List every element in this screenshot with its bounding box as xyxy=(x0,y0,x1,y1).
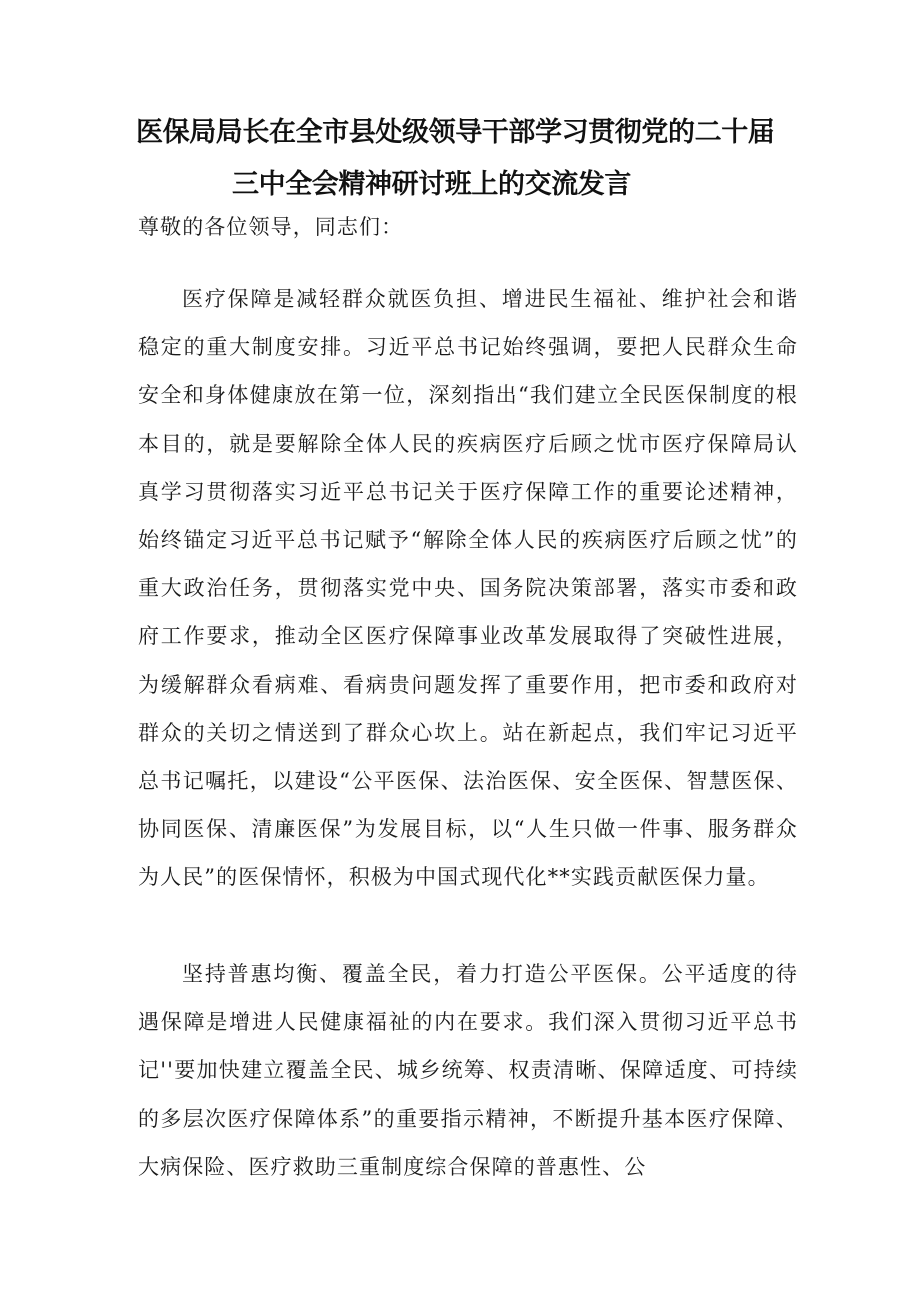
paragraph-intro: 医疗保障是减轻群众就医负担、增进民生福祉、维护社会和谐稳定的重大制度安排。习近平总书记始终强调，要把人民群众生命安全和身体健康放在第一位，深刻指出“我们建立全民医保制度的根本目的，就是要解除全体人民的疾病医疗后顾之忧市医疗保障局认真学习贯彻落实习近平总书记关于医疗保障工作的重要论述精神，始终锚定习近平总书记赋予“解除全体人民的疾病医疗后顾之忧”的重大政治任务，贯彻落实党中央、国务院决策部署，落实市委和政府工作要求，推动全区医疗保障事业改革发展取得了突破性进展，为缓解群众看病难、看病贵问题发挥了重要作用，把市委和政府对群众的关切之情送到了群众心坎上。站在新起点，我们牢记习近平总书记嘱托，以建设“公平医保、法治医保、安全医保、智慧医保、协同医保、清廉医保”为发展目标，以“人生只做一件事、服务群众为人民”的医保情怀，积极为中国式现代化**实践贡献医保力量。 xyxy=(138,287,798,890)
document-title-line-2: 三中全会精神研讨班上的交流发言 xyxy=(232,169,631,200)
paragraph-fair-medical-insurance: 坚持普惠均衡、覆盖全民，着力打造公平医保。公平适度的待遇保障是增进人民健康福祉的内在要求。我们深入贯彻习近平总书记''要加快建立覆盖全民、城乡统筹、权责清晰、保障适度、可持续的多层次医疗保障体系”的重要指示精神，不断提升基本医疗保障、大病保险、医疗救助三重制度综合保障的普惠性、公 xyxy=(138,962,798,1179)
salutation: 尊敬的各位领导，同志们： xyxy=(138,215,404,239)
document-title-line-1: 医保局局长在全市县处级领导干部学习贯彻党的二十届 xyxy=(136,117,775,148)
